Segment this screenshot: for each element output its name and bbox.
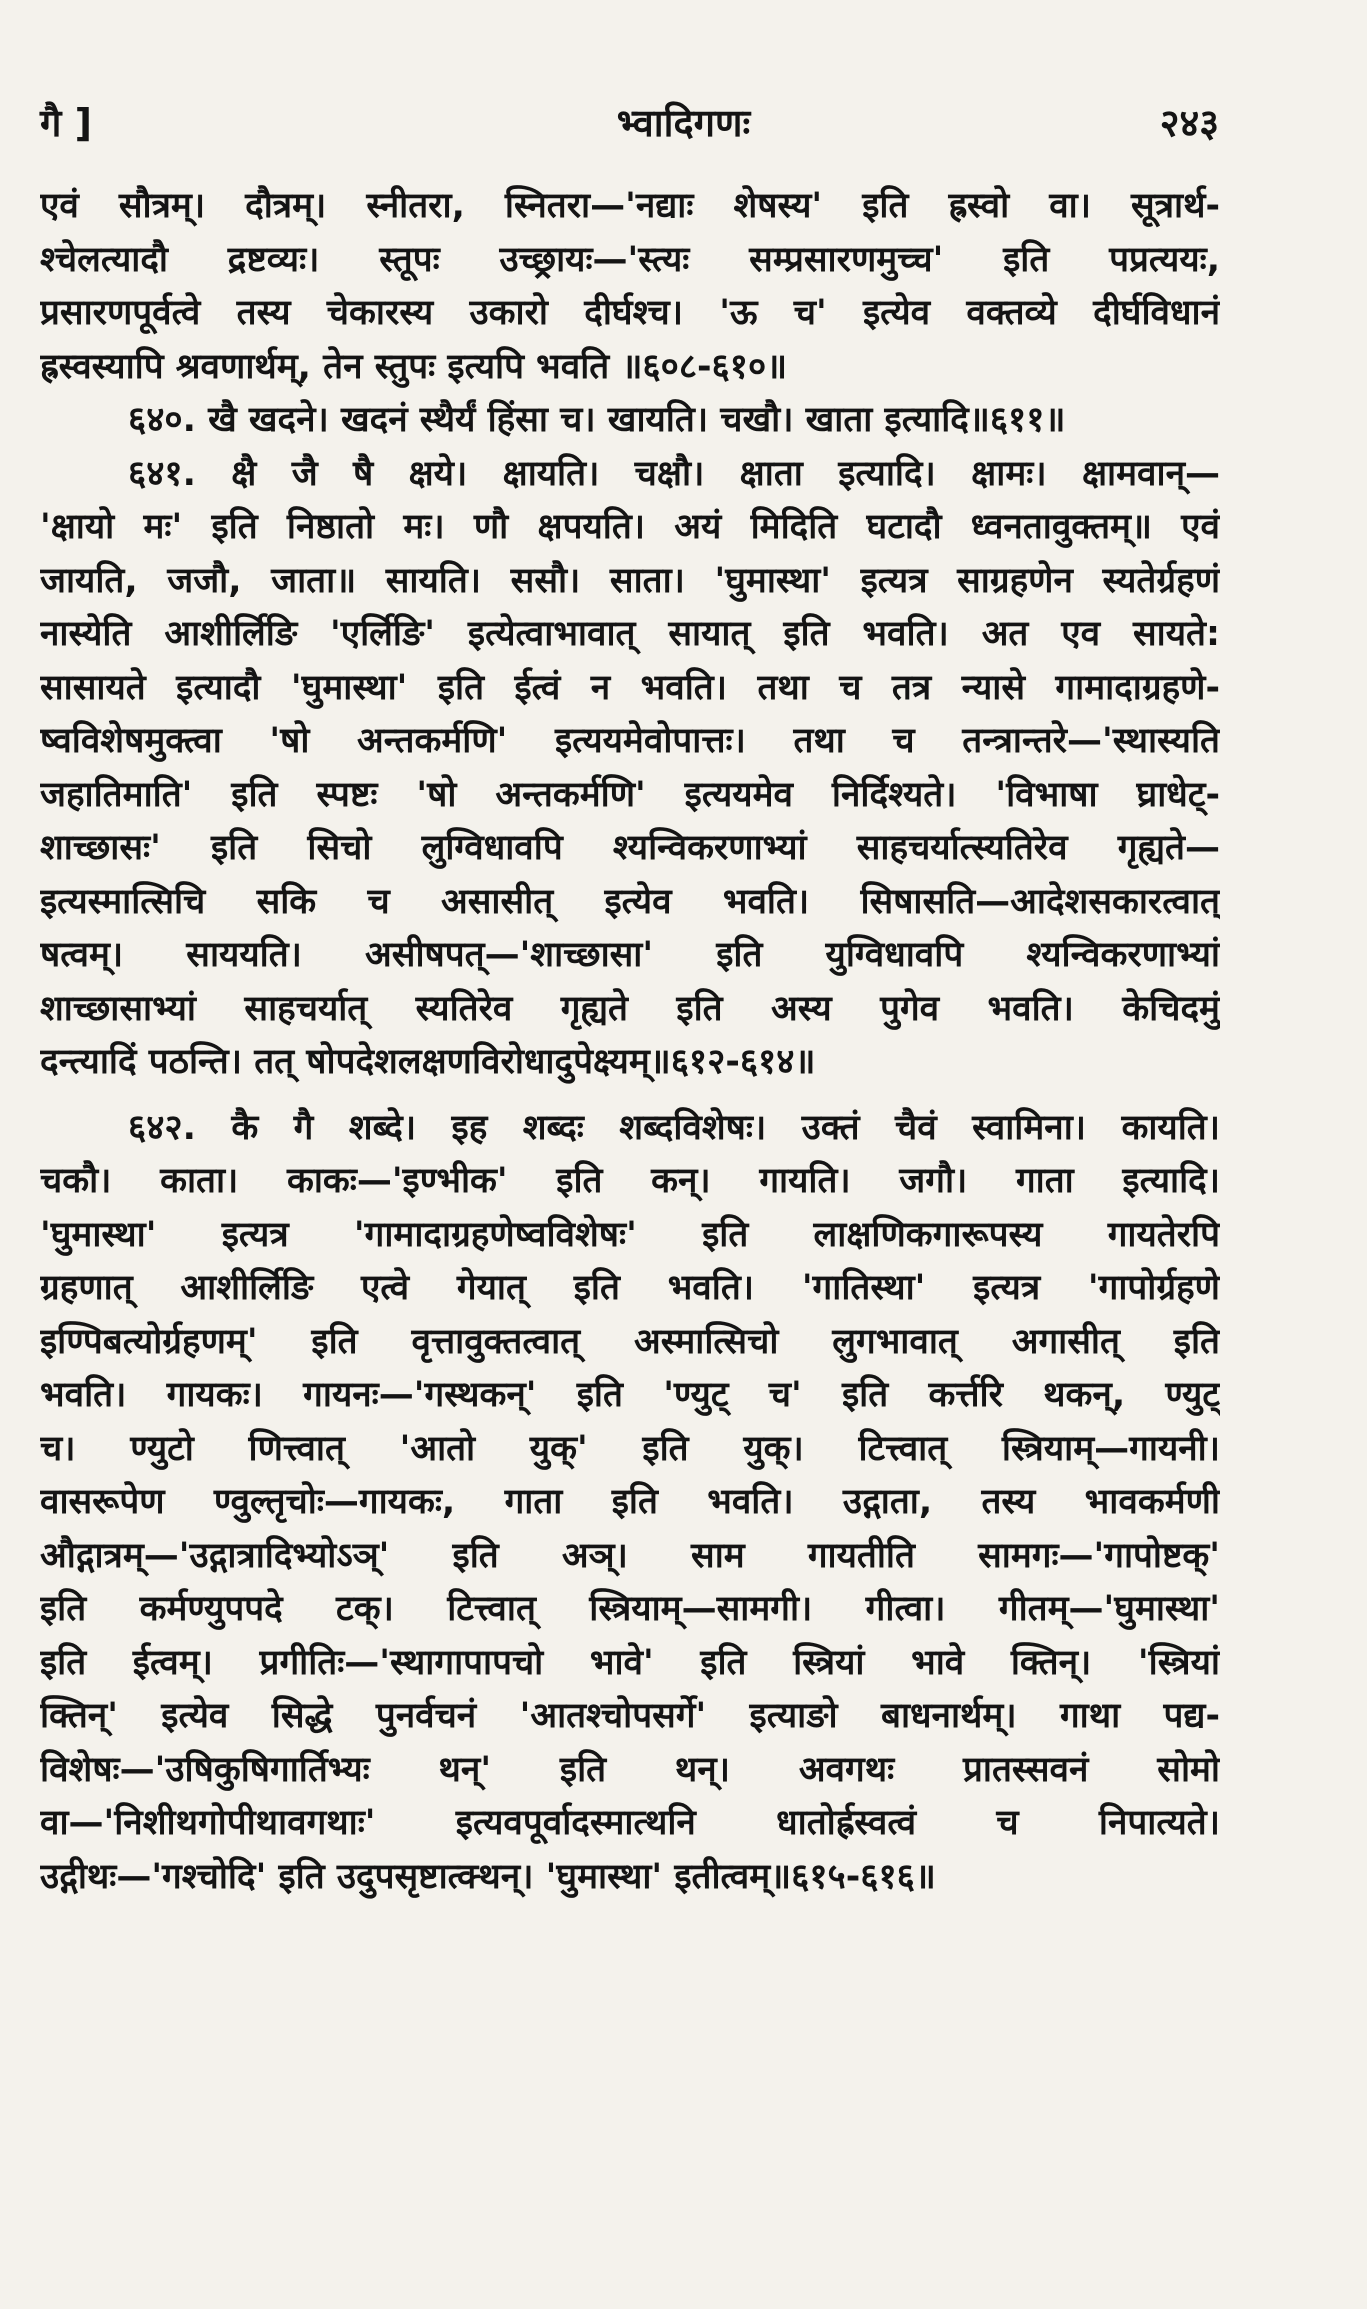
page-body [40,180,1220,1904]
text-line: 'क्षायो मः' इति निष्ठातो मः। णौ क्षपयति। अयं मिदिति घटादौ ध्वनतावुक्तम्॥ एवं [40,507,1220,547]
text-line: ६४२. कै गै शब्दे। इह शब्दः शब्दविशेषः। उक्तं चैवं स्वामिना। कायति। [128,1107,1220,1148]
text-line: ह्रस्वस्यापि श्रवणार्थम्, तेन स्तुपः इत्यपि भवति ॥६०८-६१०॥ [40,346,788,387]
text-line: इति कर्मण्युपपदे टक्। टित्त्वात् स्त्रियाम्—सामगी। गीत्वा। गीतम्—'घुमास्था' [40,1589,1220,1629]
text-line: इण्पिबत्योर्ग्रहणम्' इति वृत्तावुक्तत्वात् अस्मात्सिचो लुगभावात् अगासीत् इति [40,1321,1220,1362]
header-left-word: गै ] [40,101,92,145]
text-line: 'घुमास्था' इत्यत्र 'गामादाग्रहणेष्वविशेषः' इति लाक्षणिकगारूपस्य गायतेरपि [40,1214,1220,1255]
text-line: ग्रहणात् आशीर्लिङि एत्वे गेयात् इति भवति। 'गातिस्था' इत्यत्र 'गापोर्ग्रहणे [40,1268,1220,1308]
text-line: सासायते इत्यादौ 'घुमास्था' इति ईत्वं न भवति। तथा च तत्र न्यासे गामादाग्रहणे- [40,667,1220,708]
text-line: षत्वम्। साययति। असीषपत्—'शाच्छासा' इति युग्विधावपि श्यन्विकरणाभ्यां [40,935,1220,975]
text-line: एवं सौत्रम्। दौत्रम्। स्नीतरा, स्नितरा—'नद्याः शेषस्य' इति ह्रस्वो वा। सूत्रार्थ- [40,186,1220,226]
text-line: शाच्छासः' इति सिचो लुग्विधावपि श्यन्विकरणाभ्यां साहचर्यात्स्यतिरेव गृह्यते— [40,828,1220,868]
text-line: श्चेलत्यादौ द्रष्टव्यः। स्तूपः उच्छ्रायः—'स्त्यः सम्प्रसारणमुच्च' इति पप्रत्ययः, [40,239,1220,280]
page-number: २४३ [1159,101,1219,145]
text-line: भवति। गायकः। गायनः—'गस्थकन्' इति 'ण्युट् च' इति कर्त्तरि थकन्, ण्युट् [40,1375,1220,1415]
text-line: ६४०. खै खदने। खदनं स्थैर्यं हिंसा च। खायति। चखौ। खाता इत्यादि॥६११॥ [128,400,1066,440]
text-line: इति ईत्वम्। प्रगीतिः—'स्थागापापचो भावे' इति स्त्रियां भावे क्तिन्। 'स्त्रियां [40,1642,1220,1683]
text-line: वा—'निशीथगोपीथावगथाः' इत्यवपूर्वादस्मात्थनि धातोर्ह्रस्वत्वं च निपात्यते। [40,1803,1220,1843]
paragraph-3 [40,448,1220,1090]
text-line: इत्यस्मात्सिचि सकि च असासीत् इत्येव भवति। सिषासति—आदेशसकारत्वात् [40,881,1220,922]
page-header [0,96,1367,156]
text-line: औद्गात्रम्—'उद्गात्रादिभ्योऽञ्' इति अञ्। साम गायतीति सामगः—'गापोष्टक्' [40,1535,1220,1576]
text-line: प्रसारणपूर्वत्वे तस्य चेकारस्य उकारो दीर्घश्च। 'ऊ च' इत्येव वक्तव्ये दीर्घविधानं [40,293,1220,333]
paragraph-4 [40,1102,1220,1905]
paragraph-1 [40,180,1220,394]
text-line: नास्येति आशीर्लिङि 'एर्लिङि' इत्येत्वाभावात् सायात् इति भवति। अत एव सायते: [40,614,1220,654]
text-line: च। ण्युटो णित्त्वात् 'आतो युक्' इति युक्। टित्त्वात् स्त्रियाम्—गायनी। [40,1428,1220,1469]
text-line: शाच्छासाभ्यां साहचर्यात् स्यतिरेव गृह्यते इति अस्य पुगेव भवति। केचिदमुं [40,988,1220,1029]
text-line: ६४१. क्षै जै षै क्षये। क्षायति। चक्षौ। क्षाता इत्यादि। क्षामः। क्षामवान्— [128,453,1220,494]
text-line: विशेषः—'उषिकुषिगार्तिभ्यः थन्' इति थन्। अवगथः प्रातस्सवनं सोमो [40,1749,1220,1790]
text-line: वासरूपेण ण्वुल्तृचोः—गायकः, गाता इति भवति। उद्गाता, तस्य भावकर्मणी [40,1482,1220,1522]
text-line: दन्त्यादिं पठन्ति। तत् षोपदेशलक्षणविरोधादुपेक्ष्यम्॥६१२-६१४॥ [40,1042,816,1082]
running-title: भ्वादिगणः [616,101,751,145]
text-line: चकौ। काता। काकः—'इण्भीक' इति कन्। गायति। जगौ। गाता इत्यादि। [40,1161,1220,1201]
text-line: क्तिन्' इत्येव सिद्धे पुनर्वचनं 'आतश्चोपसर्गे' इत्याङो बाधनार्थम्। गाथा पद्य- [40,1696,1220,1736]
paragraph-2 [40,394,1220,448]
text-line: ष्वविशेषमुक्त्वा 'षो अन्तकर्मणि' इत्ययमेवोपात्तः। तथा च तन्त्रान्तरे—'स्थास्यति [40,721,1220,761]
text-line: उद्गीथः—'गश्चोदि' इति उदुपसृष्टात्क्थन्। 'घुमास्था' इतीत्वम्॥६१५-६१६॥ [40,1856,936,1897]
paragraph-gap [40,1090,1220,1102]
text-line: जहातिमाति' इति स्पष्टः 'षो अन्तकर्मणि' इत्ययमेव निर्दिश्यते। 'विभाषा घ्राधेट्- [40,774,1220,815]
text-line: जायति, जजौ, जाता॥ सायति। ससौ। साता। 'घुमास्था' इत्यत्र साग्रहणेन स्यतेर्ग्रहणं [40,560,1220,601]
